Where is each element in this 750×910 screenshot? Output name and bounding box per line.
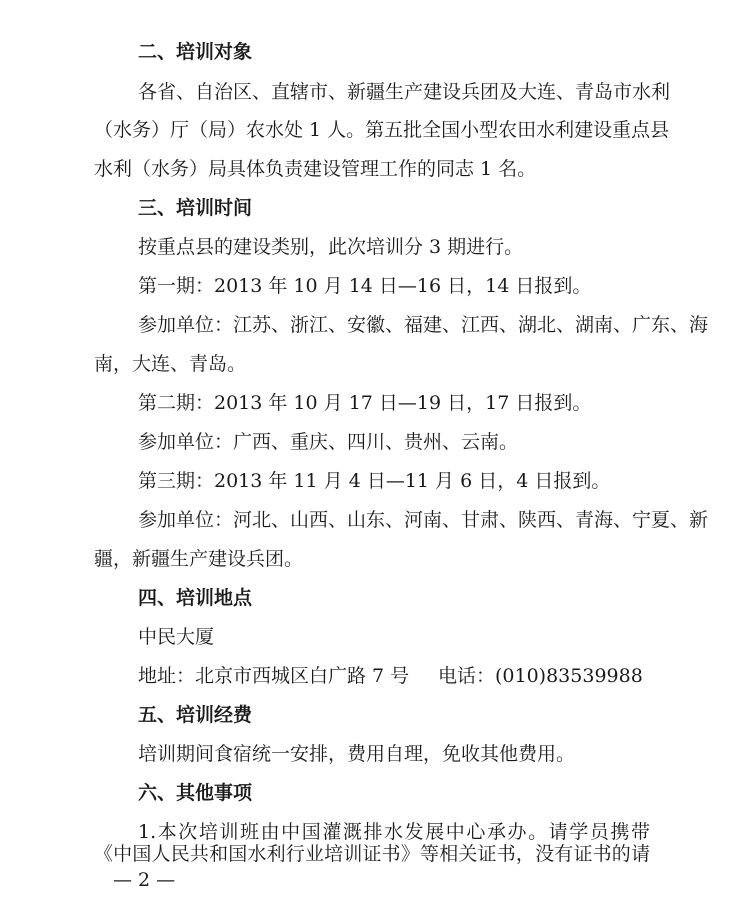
section-heading-time: 三、培训时间 <box>138 197 253 219</box>
phase-3-units-line: 疆，新疆生产建设兵团。 <box>94 548 304 570</box>
paragraph-line: 培训期间食宿统一安排，费用自理，免收其他费用。 <box>138 743 576 765</box>
phase-2-line: 第二期：2013 年 10 月 17 日—19 日，17 日报到。 <box>138 392 592 414</box>
paragraph-line: 1.本次培训班由中国灌溉排水发展中心承办。请学员携带 <box>138 821 650 843</box>
venue-phone: 电话：(010)83539988 <box>438 665 643 687</box>
section-heading-venue: 四、培训地点 <box>138 587 253 609</box>
paragraph-line: （水务）厅（局）农水处 1 人。第五批全国小型农田水利建设重点县 <box>94 119 670 141</box>
phase-2-units-line: 参加单位：广西、重庆、四川、贵州、云南。 <box>138 431 519 453</box>
phase-1-units-line: 南，大连、青岛。 <box>94 353 247 375</box>
paragraph-line: 按重点县的建设类别，此次培训分 3 期进行。 <box>138 236 524 258</box>
paragraph-line: 各省、自治区、直辖市、新疆生产建设兵团及大连、青岛市水利 <box>138 81 671 103</box>
section-heading-trainees: 二、培训对象 <box>138 41 253 63</box>
phase-3-units-line: 参加单位：河北、山西、山东、河南、甘肃、陕西、青海、宁夏、新 <box>138 509 709 531</box>
page-number: — 2 — <box>113 869 176 891</box>
paragraph-line: 《中国人民共和国水利行业培训证书》等相关证书，没有证书的请 <box>94 843 650 865</box>
venue-name: 中民大厦 <box>138 626 215 648</box>
section-heading-fees: 五、培训经费 <box>138 704 253 726</box>
section-heading-other: 六、其他事项 <box>138 782 253 804</box>
venue-address: 地址：北京市西城区白广路 7 号 <box>138 665 410 687</box>
paragraph-line: 水利（水务）局具体负责建设管理工作的同志 1 名。 <box>94 158 537 180</box>
phase-3-line: 第三期：2013 年 11 月 4 日—11 月 6 日，4 日报到。 <box>138 470 611 492</box>
phase-1-units-line: 参加单位：江苏、浙江、安徽、福建、江西、湖北、湖南、广东、海 <box>138 314 709 336</box>
phase-1-line: 第一期：2013 年 10 月 14 日—16 日，14 日报到。 <box>138 275 592 297</box>
